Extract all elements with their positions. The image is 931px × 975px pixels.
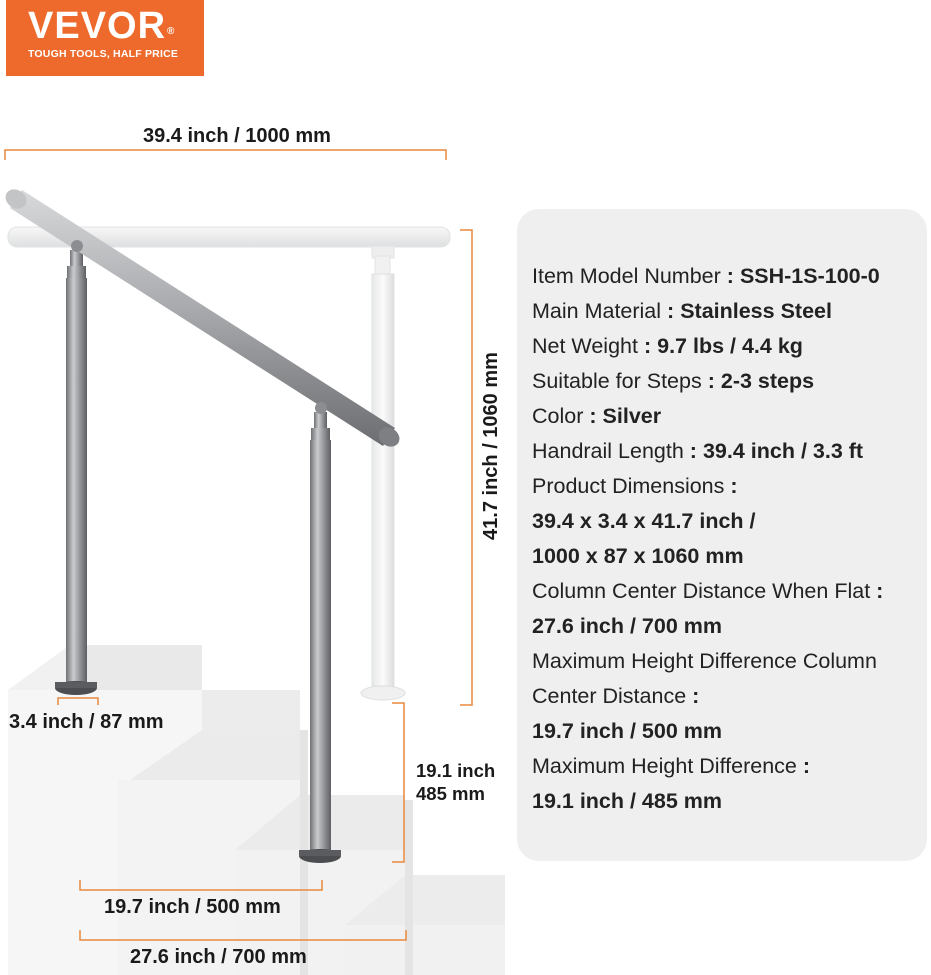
- step-height-label-line2: 485 mm: [416, 783, 485, 804]
- spec-material: [532, 294, 927, 329]
- spec-product-dimensions: [532, 469, 927, 504]
- spec-length: [532, 434, 927, 469]
- width-dimension-label: 39.4 inch / 1000 mm: [143, 125, 331, 147]
- spec-weight-label: Net Weight: [532, 334, 638, 358]
- spec-max-column-distance-value-line: [532, 714, 927, 749]
- spec-flat-distance: [532, 574, 927, 609]
- spec-material-label: Main Material: [532, 299, 662, 323]
- spec-color-value: Silver: [602, 404, 662, 428]
- step-height-label-line1: 19.1 inch: [416, 760, 496, 781]
- spec-weight-value: 9.7 lbs / 4.4 kg: [657, 334, 803, 358]
- spec-max-column-distance-label-1: [532, 644, 927, 679]
- spec-separator: :: [726, 264, 734, 288]
- spec-flat-distance-label: Column Center Distance When Flat: [532, 579, 871, 603]
- spec-max-height-difference-value-line: [532, 784, 927, 819]
- spec-length-label: Handrail Length: [532, 439, 684, 463]
- spec-max-column-distance-value: 19.7 inch / 500 mm: [532, 719, 723, 743]
- spec-weight: [532, 329, 927, 364]
- spec-product-dimensions-value-1: [532, 504, 927, 539]
- spec-separator: :: [689, 439, 697, 463]
- spec-separator: :: [730, 474, 738, 498]
- spec-max-height-difference-label: Maximum Height Difference: [532, 754, 797, 778]
- spec-steps-value: 2-3 steps: [720, 369, 815, 393]
- spec-product-dimensions-imperial: 39.4 x 3.4 x 41.7 inch /: [532, 509, 756, 533]
- spec-separator: :: [692, 684, 700, 708]
- spec-max-column-distance-label-text-1: Maximum Height Difference Column: [532, 649, 877, 673]
- post-distance-long-label: 27.6 inch / 700 mm: [130, 946, 307, 968]
- spec-separator: :: [876, 579, 884, 603]
- spec-model: [532, 259, 927, 294]
- spec-separator: :: [643, 334, 652, 358]
- spec-model-value: SSH-1S-100-0: [739, 264, 880, 288]
- spec-length-value: 39.4 inch / 3.3 ft: [702, 439, 864, 463]
- registered-mark: ®: [167, 26, 176, 37]
- post-distance-short-label: 19.7 inch / 500 mm: [104, 896, 281, 918]
- spec-max-height-difference-value: 19.1 inch / 485 mm: [532, 789, 723, 813]
- spec-max-column-distance-label-2: [532, 679, 927, 714]
- spec-product-dimensions-metric: 1000 x 87 x 1060 mm: [532, 544, 744, 568]
- spec-color: [532, 399, 927, 434]
- specifications-panel: [517, 209, 927, 861]
- spec-separator: :: [589, 404, 597, 428]
- spec-product-dimensions-label: Product Dimensions: [532, 474, 725, 498]
- brand-tagline: TOUGH TOOLS, HALF PRICE: [28, 48, 179, 60]
- spec-material-value: Stainless Steel: [680, 299, 832, 323]
- spec-max-height-difference: [532, 749, 927, 784]
- spec-separator: :: [802, 754, 811, 778]
- spec-flat-distance-value: 27.6 inch / 700 mm: [532, 614, 723, 638]
- brand-name: VEVOR®: [28, 5, 176, 47]
- base-dimension-label: 3.4 inch / 87 mm: [9, 711, 164, 733]
- spec-separator: :: [707, 369, 715, 393]
- spec-steps: [532, 364, 927, 399]
- spec-color-label: Color: [532, 404, 584, 428]
- spec-model-label: Item Model Number: [532, 264, 721, 288]
- spec-separator: :: [667, 299, 675, 323]
- spec-product-dimensions-value-2: [532, 539, 927, 574]
- spec-max-column-distance-label-text-2: Center Distance: [532, 684, 687, 708]
- spec-steps-label: Suitable for Steps: [532, 369, 702, 393]
- height-dimension-label: 41.7 inch / 1060 mm: [480, 352, 502, 540]
- spec-flat-distance-value-line: [532, 609, 927, 644]
